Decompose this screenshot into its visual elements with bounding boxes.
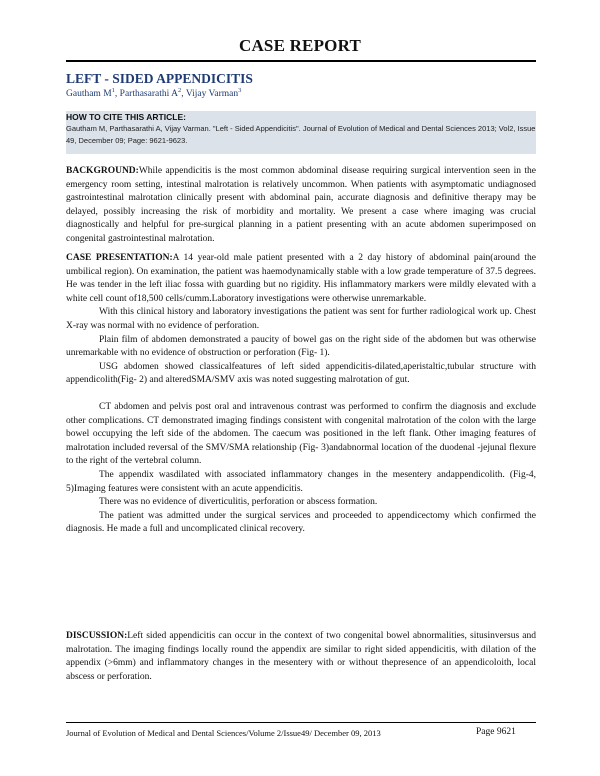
page-number: Page 9621: [476, 727, 516, 737]
case-paragraph: With this clinical history and laboratory investigations the patient was sent for further radiological work up. Chest X-ray was normal with no evidence of perforation.: [66, 307, 536, 331]
case-presentation-section: [66, 252, 536, 537]
author-affiliation-mark: 3: [238, 87, 242, 94]
footer-rule: [66, 722, 536, 723]
background-text: While appendicitis is the most common abdominal disease requiring surgical intervention seen in the emergency room setting, intestinal malrotation is relatively uncommon. When patients with asymptomatic undiagnosed gastrointestinal malrotation clinically present with abdominal pain, accurate diagnosis and definitive therapy may be delayed, possibly increasing the risk of morbidity and mortality. We present a case where imaging was crucial diagnostically and helpful for pre-surgical planning in a patient presenting with an acute abdomen superimposed on congenital gastrointestinal malrotation.: [66, 166, 536, 244]
article-title: LEFT - SIDED APPENDICITIS: [66, 71, 253, 86]
case-paragraph: There was no evidence of diverticulitis, perforation or abscess formation.: [99, 497, 378, 508]
case-paragraph: CT abdomen and pelvis post oral and intravenous contrast was performed to confirm the diagnosis and exclude other complications. CT demonstrated imaging findings consistent with congenital malrotation of the colon with the large bowel occupying the left side of the abdomen. The caecum was positioned in the left flank. Other imaging features of malrotation included reversal of the SMV/SMA relationship (Fig- 3)andabnormal location of the duodenal -jejunal flexure to the right of the vertebral column.: [66, 401, 536, 467]
case-paragraph: [66, 252, 536, 306]
case-presentation-heading: CASE PRESENTATION:: [66, 253, 173, 263]
author-separator: ,: [114, 89, 120, 100]
author-name: Gautham M: [66, 89, 112, 100]
case-paragraph: The appendix wasdilated with associated inflammatory changes in the mesentery andappendicolith. (Fig-4, 5)Imaging features were consistent with an acute appendicitis.: [66, 469, 536, 494]
citation-heading: HOW TO CITE THIS ARTICLE:: [66, 112, 186, 122]
author-affiliation-mark: 1: [111, 87, 115, 94]
report-type-heading: CASE REPORT: [238, 36, 362, 55]
author-separator: ,: [181, 89, 186, 100]
case-paragraph-text: A 14 year-old male patient presented with a 2 day history of abdominal pain(around the umbilical region). On examination, the patient was haemodynamically stable with a low grade temperature of 37.5 degrees. He was tender in the left iliac fossa with guarding but no rigidity. His inflammatory markers were mildly elevated with a white cell count of18,500 cells/cumm.Laboratory investigations were otherwise unremarkable.: [66, 253, 536, 304]
citation-text: Gautham M, Parthasarathi A, Vijay Varman. "Left - Sided Appendicitis". Journal of Evolution of Medical and Dental Sciences 2013; Vol2, Issue 49, December 09; Page: 9621-9623.: [66, 124, 536, 145]
background-heading: BACKGROUND:: [66, 166, 139, 176]
author-affiliation-mark: 2: [177, 87, 182, 94]
discussion-section: [66, 630, 536, 684]
discussion-text: Left sided appendicitis can occur in the context of two congenital bowel abnormalities, situsinversus and malrotation. The imaging findings locally round the appendix are similar to right sided appendicitis, with dilation of the appendix (>6mm) and inflammatory changes in the mesentery with or without thepresence of an appendicoloith, local abscess or perforation.: [66, 631, 536, 682]
author-name: Parthasarathi A: [119, 89, 178, 100]
background-section: [66, 165, 536, 247]
case-paragraph: USG abdomen showed classicalfeatures of left sided appendicitis-dilated,aperistaltic,tubular structure with appendicolith(Fig- 2) and alteredSMA/SMV axis was noted suggesting malrotation of gut.: [66, 361, 536, 386]
case-paragraph: Plain film of abdomen demonstrated a paucity of bowel gas on the right side of the abdomen but was otherwise unremarkable with no evidence of obstruction or perforation (Fig- 1).: [66, 334, 536, 359]
author-name: Vijay Varman: [185, 89, 239, 100]
header-rule: [66, 60, 536, 62]
discussion-heading: DISCUSSION:: [66, 631, 128, 641]
author-list: [66, 87, 241, 99]
footer-journal-info: Journal of Evolution of Medical and Dental Sciences/Volume 2/Issue49/ December 09, 2013: [66, 728, 381, 738]
case-paragraph: The patient was admitted under the surgical services and proceeded to appendicectomy which confirmed the diagnosis. He made a full and uncomplicated clinical recovery.: [66, 510, 536, 535]
